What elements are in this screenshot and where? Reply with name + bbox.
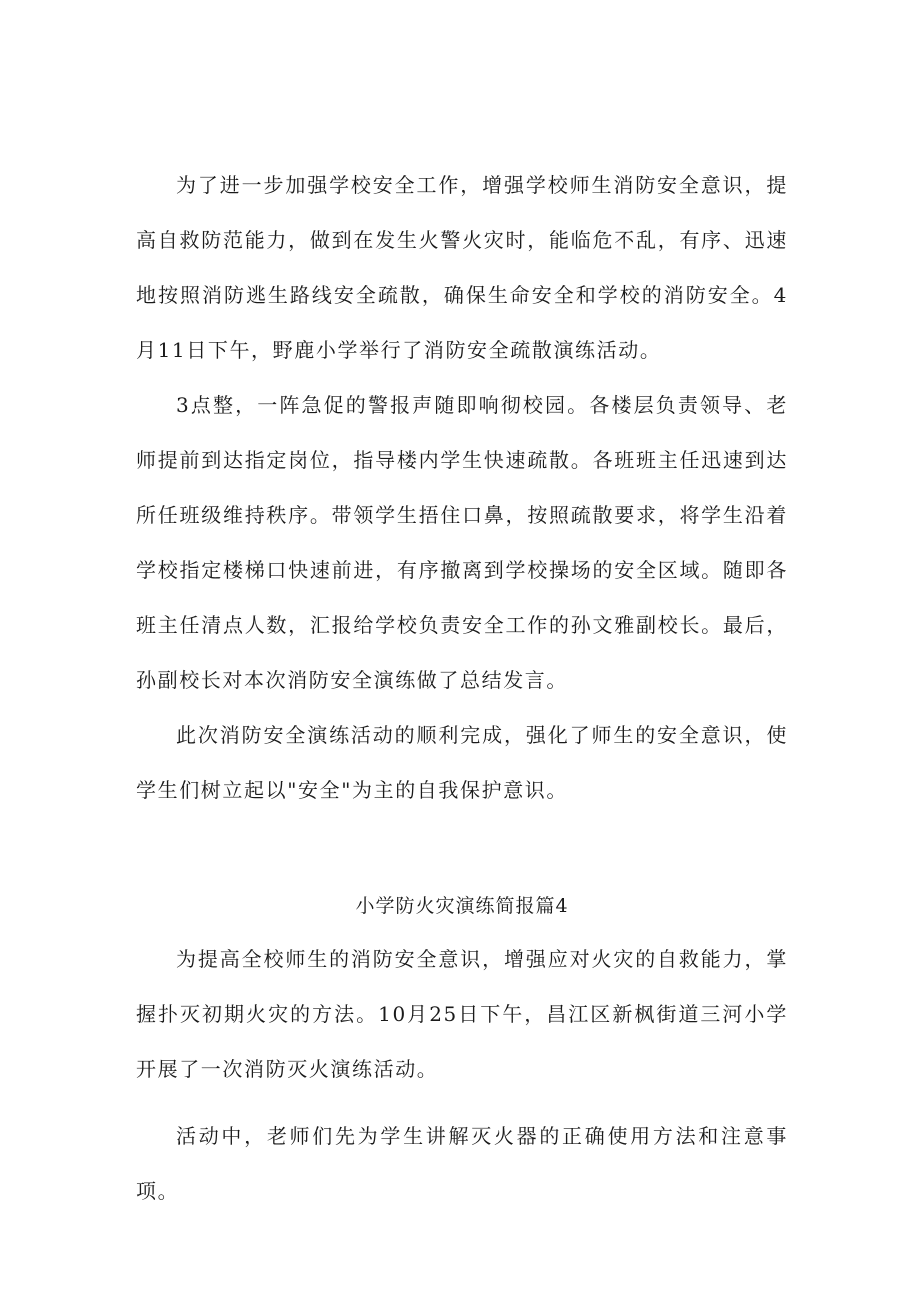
- section-title: 小学防火灾演练简报篇4: [355, 895, 569, 917]
- section-spacer: [136, 818, 788, 880]
- paragraph-section4-intro: 为提高全校师生的消防安全意识，增强应对火灾的自救能力，掌握扑灭初期火灾的方法。10月25日下午，昌江区新枫街道三河小学开展了一次消防灭火演练活动。: [136, 947, 788, 1081]
- paragraph-spacer: [136, 1097, 788, 1109]
- document-body: [136, 158, 788, 1219]
- paragraph-drill-summary: 此次消防安全演练活动的顺利完成，强化了师生的安全意识，使学生们树立起以"安全"为主的自我保护意识。: [136, 723, 788, 802]
- paragraph-drill-purpose: 为了进一步加强学校安全工作，增强学校师生消防安全意识，提高自救防范能力，做到在发生火警火灾时，能临危不乱，有序、迅速地按照消防逃生路线安全疏散，确保生命安全和学校的消防安全。4月11日下午，野鹿小学举行了消防安全疏散演练活动。: [136, 173, 788, 362]
- paragraph-section4-activity: 活动中，老师们先为学生讲解灭火器的正确使用方法和注意事项。: [136, 1124, 788, 1203]
- paragraph-drill-process: 3点整，一阵急促的警报声随即响彻校园。各楼层负责领导、老师提前到达指定岗位，指导楼内学生快速疏散。各班班主任迅速到达所任班级维持秩序。带领学生捂住口鼻，按照疏散要求，将学生沿着学校指定楼梯口快速前进，有序撤离到学校操场的安全区域。随即各班主任清点人数，汇报给学校负责安全工作的孙文雅副校长。最后，孙副校长对本次消防安全演练做了总结发言。: [136, 393, 788, 692]
